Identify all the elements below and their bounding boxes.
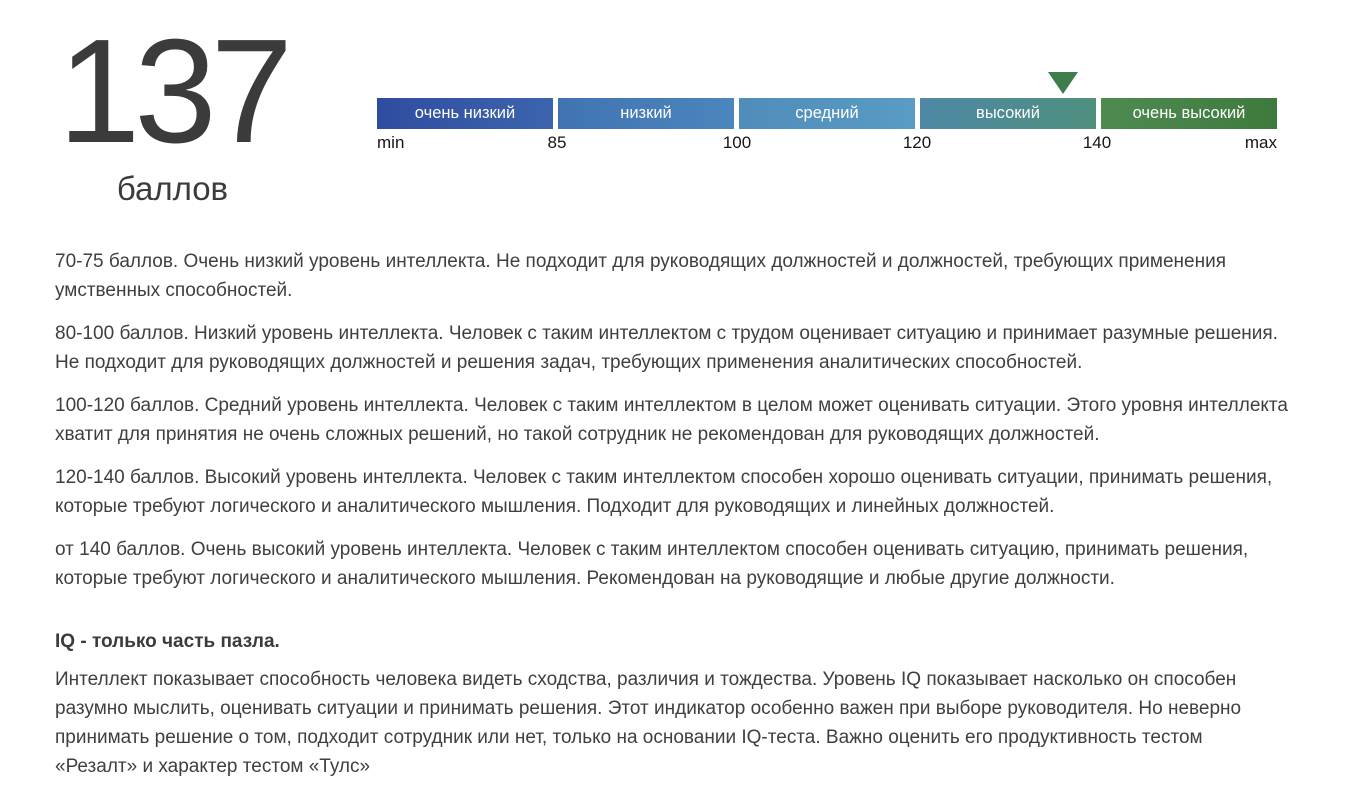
scale-tick-max: max — [1244, 133, 1277, 152]
scale-segment-label: очень высокий — [1132, 104, 1246, 122]
footer-paragraph: Интеллект показывает способность человека видеть сходства, различия и тождества. Уровень IQ показывает насколько он способен разумно мыслить, оценивать ситуации и принимать решения. Этот индикатор особенно важен при выборе руководителя. Но неверно принимать решение о том, подходит сотрудник или нет, только на основании IQ-теста. Важно оценить его продуктивность тестом «Резалт» и характер тестом «Тулс» — [55, 669, 1242, 777]
scale-tick-120: 120 — [902, 133, 932, 152]
description-block — [55, 247, 1290, 795]
scale-segment-high — [920, 98, 1096, 129]
scale-tick-140: 140 — [1082, 133, 1112, 152]
scale-segment-very-high — [1101, 98, 1277, 129]
scale-segment-very-low — [377, 98, 553, 129]
scale-marker-row — [377, 70, 1277, 98]
scale-ticks — [377, 133, 1277, 157]
scale-segment-low — [558, 98, 734, 129]
score-scale — [377, 70, 1277, 157]
scale-tick-85: 85 — [547, 133, 567, 152]
scale-tick-min: min — [377, 133, 405, 152]
scale-segment-label: высокий — [976, 104, 1040, 122]
scale-segment-label: средний — [795, 104, 859, 122]
score-marker-triangle-icon — [1048, 72, 1078, 94]
range-paragraph-medium: 100-120 баллов. Средний уровень интеллекта. Человек с таким интеллектом в целом может оценивать ситуации. Этого уровня интеллекта хватит для принятия не очень сложных решений, но такой сотрудник не рекомендован для руководящих должностей. — [55, 395, 1288, 445]
scale-segment-label: низкий — [620, 104, 672, 122]
footer-heading: IQ - только часть пазла. — [55, 631, 280, 652]
score-value: 137 — [58, 9, 287, 174]
range-paragraph-very-low: 70-75 баллов. Очень низкий уровень интеллекта. Не подходит для руководящих должностей и должностей, требующих применения умственных способностей. — [55, 251, 1226, 301]
range-paragraph-high: 120-140 баллов. Высокий уровень интеллекта. Человек с таким интеллектом способен хорошо оценивать ситуации, принимать решения, которые требуют логического и аналитического мышления. Подходит для руководящих и линейных должностей. — [55, 467, 1273, 517]
scale-segment-label: очень низкий — [414, 104, 516, 122]
score-unit: баллов — [116, 170, 229, 208]
scale-bar — [377, 98, 1277, 129]
scale-tick-100: 100 — [722, 133, 752, 152]
scale-segment-medium — [739, 98, 915, 129]
range-paragraph-very-high: от 140 баллов. Очень высокий уровень интеллекта. Человек с таким интеллектом способен оценивать ситуацию, принимать решения, которые требуют логического и аналитического мышления. Рекомендован на руководящие и любые другие должности. — [55, 539, 1249, 589]
range-paragraph-low: 80-100 баллов. Низкий уровень интеллекта. Человек с таким интеллектом с трудом оценивает ситуацию и принимает разумные решения. Не подходит для руководящих должностей и решения задач, требующих применения аналитических способностей. — [55, 323, 1278, 373]
score-block — [58, 9, 287, 208]
